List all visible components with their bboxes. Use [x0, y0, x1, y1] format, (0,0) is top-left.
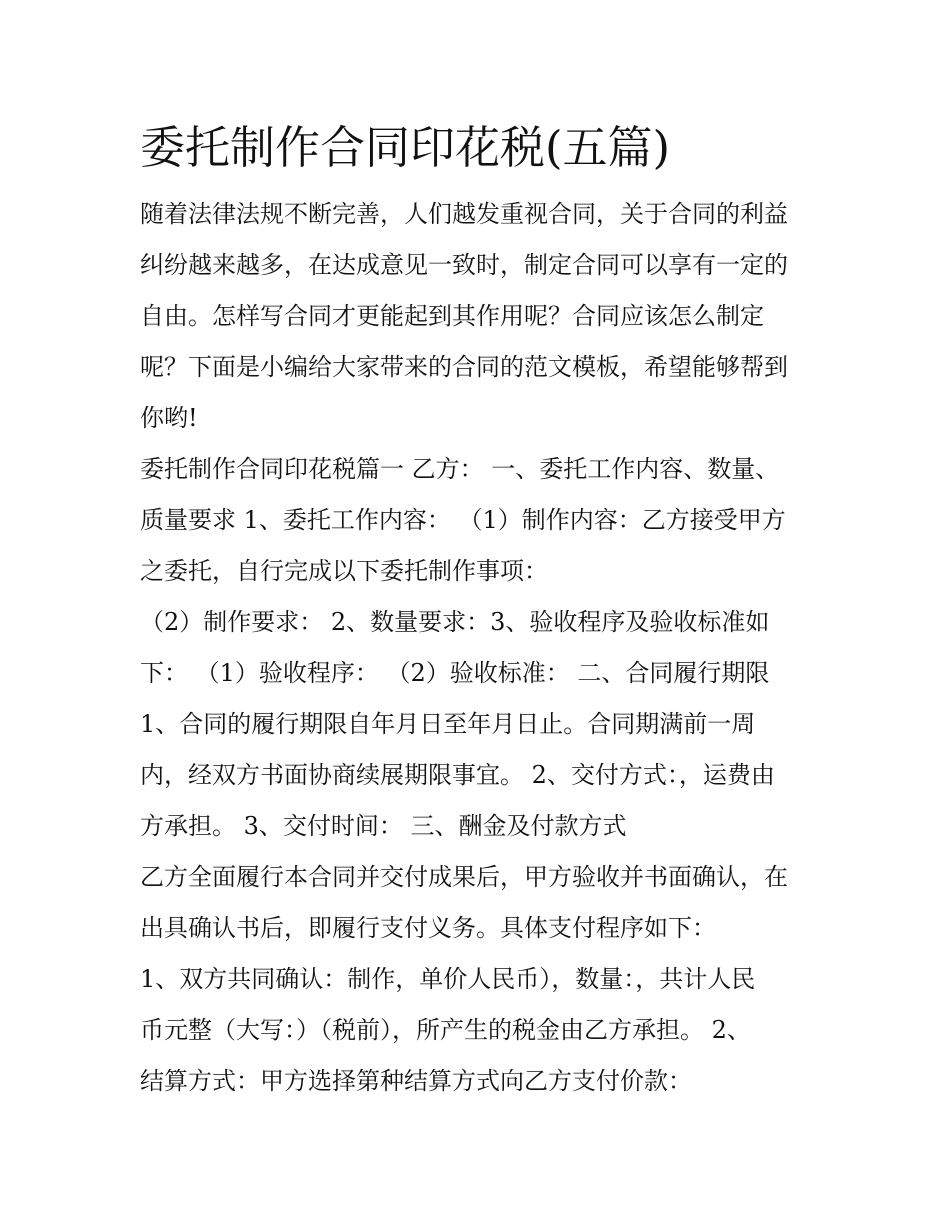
text-line: 乙方全面履行本合同并交付成果后，甲方验收并书面确认，在 [140, 863, 788, 891]
text-line: 出具确认书后，即履行支付义务。具体支付程序如下： [140, 914, 716, 942]
text-line: 结算方式：甲方选择第种结算方式向乙方支付价款： [140, 1067, 692, 1095]
text-line: 下： （1）验收程序： （2）验收标准： 二、合同履行期限 [140, 659, 770, 687]
text-line: 委托制作合同印花税篇一 乙方： 一、委托工作内容、数量、 [140, 455, 780, 483]
text-line: 之委托，自行完成以下委托制作事项： [140, 557, 548, 585]
contract-section-paragraph [140, 444, 820, 597]
settlement-paragraph [140, 954, 820, 1107]
text-line: 自由。怎样写合同才更能起到其作用呢？合同应该怎么制定 [140, 302, 764, 330]
text-line: 内，经双方书面协商续展期限事宜。 2、交付方式：，运费由 [140, 761, 775, 789]
text-line: 纠纷越来越多，在达成意见一致时，制定合同可以享有一定的 [140, 251, 788, 279]
term-paragraph [140, 699, 820, 852]
text-line: 1、合同的履行期限自年月日至年月日止。合同期满前一周 [140, 710, 756, 738]
text-line: （2）制作要求： 2、数量要求：3、验收程序及验收标准如 [140, 608, 770, 636]
text-line: 你哟! [140, 404, 198, 432]
text-line: 随着法律法规不断完善，人们越发重视合同，关于合同的利益 [140, 200, 788, 228]
text-line: 质量要求 1、委托工作内容： （1）制作内容：乙方接受甲方 [140, 506, 786, 534]
document-title: 委托制作合同印花税(五篇) [140, 121, 671, 174]
text-line: 1、双方共同确认：制作，单价人民币），数量：，共计人民 [140, 965, 756, 993]
text-line: 呢？下面是小编给大家带来的合同的范文模板，希望能够帮到 [140, 353, 788, 381]
requirements-paragraph [140, 597, 820, 699]
text-line: 币元整（大写：）（税前），所产生的税金由乙方承担。 2、 [140, 1016, 751, 1044]
text-line: 方承担。 3、交付时间： 三、酬金及付款方式 [140, 812, 627, 840]
intro-paragraph [140, 189, 820, 444]
document-body [140, 112, 820, 1107]
payment-paragraph [140, 852, 820, 954]
